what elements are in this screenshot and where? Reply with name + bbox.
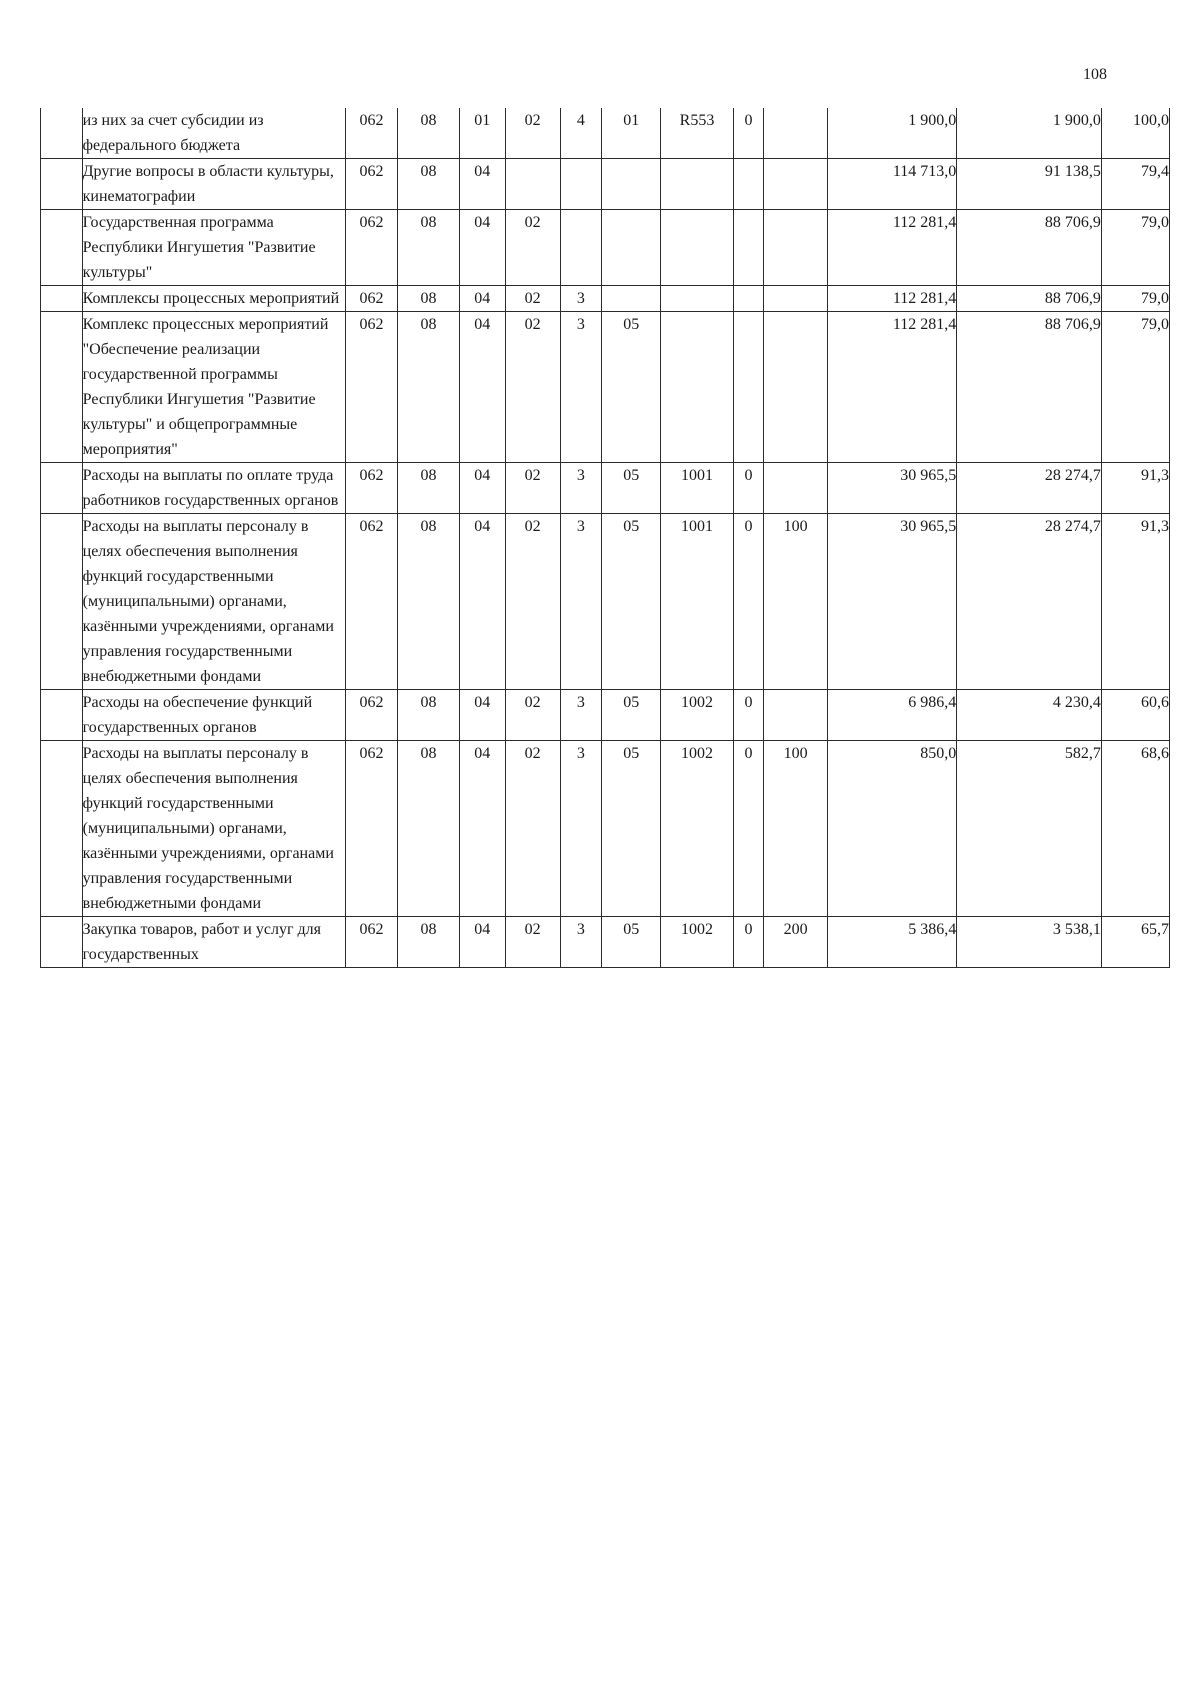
plan-amount-cell: 114 713,0: [827, 159, 956, 210]
code-type-cell: [560, 210, 602, 286]
code-ministry-cell: 062: [345, 312, 398, 463]
code-section-cell: 08: [398, 690, 459, 741]
code-complex-cell: [602, 210, 661, 286]
plan-amount-cell: 1 900,0: [827, 108, 956, 159]
fact-amount-cell: 582,7: [957, 741, 1102, 917]
fact-amount-cell: 88 706,9: [957, 312, 1102, 463]
table-row: [41, 690, 1170, 741]
code-type-cell: 3: [560, 514, 602, 690]
code-expense-type-cell: 200: [764, 917, 828, 968]
code-ministry-cell: 062: [345, 690, 398, 741]
code-subsection-cell: 04: [459, 312, 505, 463]
code-subsection-cell: 04: [459, 514, 505, 690]
table-row: [41, 286, 1170, 312]
code-program-cell: 02: [505, 690, 560, 741]
code-direction-cell: 1002: [661, 741, 733, 917]
code-expense-type-cell: [764, 108, 828, 159]
table-body: [41, 108, 1170, 968]
code-type-cell: 3: [560, 690, 602, 741]
code-type-cell: 3: [560, 917, 602, 968]
code-ministry-cell: 062: [345, 463, 398, 514]
code-expense-type-cell: 100: [764, 514, 828, 690]
code-ministry-cell: 062: [345, 108, 398, 159]
fact-amount-cell: 3 538,1: [957, 917, 1102, 968]
page-number: 108: [1083, 66, 1107, 83]
percent-cell: 91,3: [1101, 463, 1169, 514]
percent-cell: 79,0: [1101, 312, 1169, 463]
expense-name-cell: Комплексы процессных мероприятий: [82, 286, 345, 312]
code-direction-cell: R553: [661, 108, 733, 159]
code-complex-cell: 01: [602, 108, 661, 159]
row-margin-cell: [41, 917, 83, 968]
percent-cell: 65,7: [1101, 917, 1169, 968]
code-section-cell: 08: [398, 514, 459, 690]
code-section-cell: 08: [398, 463, 459, 514]
code-section-cell: 08: [398, 108, 459, 159]
code-expense-type-cell: [764, 286, 828, 312]
table-row: [41, 108, 1170, 159]
code-type-cell: 3: [560, 741, 602, 917]
code-suffix-cell: 0: [733, 514, 764, 690]
percent-cell: 100,0: [1101, 108, 1169, 159]
expense-name-cell: Расходы на обеспечение функций государственных органов: [82, 690, 345, 741]
table-row: [41, 210, 1170, 286]
code-subsection-cell: 04: [459, 159, 505, 210]
code-program-cell: 02: [505, 917, 560, 968]
percent-cell: 60,6: [1101, 690, 1169, 741]
code-ministry-cell: 062: [345, 917, 398, 968]
code-section-cell: 08: [398, 286, 459, 312]
code-type-cell: 3: [560, 463, 602, 514]
code-complex-cell: 05: [602, 917, 661, 968]
code-expense-type-cell: [764, 210, 828, 286]
code-direction-cell: [661, 159, 733, 210]
percent-cell: 79,0: [1101, 210, 1169, 286]
row-margin-cell: [41, 286, 83, 312]
code-program-cell: 02: [505, 514, 560, 690]
code-suffix-cell: 0: [733, 463, 764, 514]
code-section-cell: 08: [398, 159, 459, 210]
code-type-cell: 3: [560, 286, 602, 312]
row-margin-cell: [41, 463, 83, 514]
code-section-cell: 08: [398, 741, 459, 917]
code-direction-cell: [661, 286, 733, 312]
plan-amount-cell: 30 965,5: [827, 463, 956, 514]
code-section-cell: 08: [398, 210, 459, 286]
code-subsection-cell: 01: [459, 108, 505, 159]
row-margin-cell: [41, 159, 83, 210]
percent-cell: 68,6: [1101, 741, 1169, 917]
code-suffix-cell: [733, 286, 764, 312]
expense-name-cell: из них за счет субсидии из федерального бюджета: [82, 108, 345, 159]
table-row: [41, 917, 1170, 968]
plan-amount-cell: 112 281,4: [827, 312, 956, 463]
fact-amount-cell: 28 274,7: [957, 463, 1102, 514]
plan-amount-cell: 850,0: [827, 741, 956, 917]
code-type-cell: 3: [560, 312, 602, 463]
code-expense-type-cell: 100: [764, 741, 828, 917]
fact-amount-cell: 1 900,0: [957, 108, 1102, 159]
table-row: [41, 312, 1170, 463]
code-expense-type-cell: [764, 312, 828, 463]
code-suffix-cell: 0: [733, 690, 764, 741]
fact-amount-cell: 4 230,4: [957, 690, 1102, 741]
code-direction-cell: 1001: [661, 514, 733, 690]
code-program-cell: 02: [505, 312, 560, 463]
fact-amount-cell: 88 706,9: [957, 210, 1102, 286]
expense-name-cell: Расходы на выплаты по оплате труда работников государственных органов: [82, 463, 345, 514]
row-margin-cell: [41, 108, 83, 159]
code-program-cell: 02: [505, 108, 560, 159]
code-complex-cell: [602, 286, 661, 312]
code-type-cell: 4: [560, 108, 602, 159]
table-row: [41, 741, 1170, 917]
table-row: [41, 514, 1170, 690]
fact-amount-cell: 91 138,5: [957, 159, 1102, 210]
code-direction-cell: 1001: [661, 463, 733, 514]
expense-name-cell: Комплекс процессных мероприятий "Обеспечение реализации государственной программы Республики Ингушетия "Развитие культуры" и общепрограммные мероприятия": [82, 312, 345, 463]
code-complex-cell: 05: [602, 312, 661, 463]
code-section-cell: 08: [398, 312, 459, 463]
code-direction-cell: [661, 312, 733, 463]
code-program-cell: 02: [505, 463, 560, 514]
code-expense-type-cell: [764, 690, 828, 741]
plan-amount-cell: 6 986,4: [827, 690, 956, 741]
code-suffix-cell: [733, 312, 764, 463]
code-expense-type-cell: [764, 159, 828, 210]
plan-amount-cell: 112 281,4: [827, 210, 956, 286]
code-ministry-cell: 062: [345, 210, 398, 286]
row-margin-cell: [41, 741, 83, 917]
percent-cell: 91,3: [1101, 514, 1169, 690]
expense-name-cell: Расходы на выплаты персоналу в целях обеспечения выполнения функций государственными (муниципальными) органами, казёнными учреждениями, органами управления государственными внебюджетными фондами: [82, 741, 345, 917]
code-complex-cell: 05: [602, 463, 661, 514]
code-ministry-cell: 062: [345, 741, 398, 917]
row-margin-cell: [41, 514, 83, 690]
code-complex-cell: 05: [602, 514, 661, 690]
expense-name-cell: Расходы на выплаты персоналу в целях обеспечения выполнения функций государственными (муниципальными) органами, казёнными учреждениями, органами управления государственными внебюджетными фондами: [82, 514, 345, 690]
code-direction-cell: 1002: [661, 917, 733, 968]
row-margin-cell: [41, 690, 83, 741]
plan-amount-cell: 5 386,4: [827, 917, 956, 968]
plan-amount-cell: 30 965,5: [827, 514, 956, 690]
code-program-cell: 02: [505, 286, 560, 312]
code-subsection-cell: 04: [459, 741, 505, 917]
code-subsection-cell: 04: [459, 917, 505, 968]
code-suffix-cell: [733, 159, 764, 210]
code-program-cell: 02: [505, 741, 560, 917]
code-program-cell: 02: [505, 210, 560, 286]
code-direction-cell: 1002: [661, 690, 733, 741]
code-direction-cell: [661, 210, 733, 286]
table-row: [41, 159, 1170, 210]
budget-table: [40, 108, 1170, 968]
code-subsection-cell: 04: [459, 463, 505, 514]
fact-amount-cell: 88 706,9: [957, 286, 1102, 312]
code-program-cell: [505, 159, 560, 210]
code-suffix-cell: 0: [733, 108, 764, 159]
table-row: [41, 463, 1170, 514]
percent-cell: 79,0: [1101, 286, 1169, 312]
row-margin-cell: [41, 312, 83, 463]
code-suffix-cell: 0: [733, 917, 764, 968]
percent-cell: 79,4: [1101, 159, 1169, 210]
code-suffix-cell: [733, 210, 764, 286]
code-subsection-cell: 04: [459, 210, 505, 286]
expense-name-cell: Другие вопросы в области культуры, кинематографии: [82, 159, 345, 210]
code-type-cell: [560, 159, 602, 210]
row-margin-cell: [41, 210, 83, 286]
expense-name-cell: Закупка товаров, работ и услуг для государственных: [82, 917, 345, 968]
expense-name-cell: Государственная программа Республики Ингушетия "Развитие культуры": [82, 210, 345, 286]
fact-amount-cell: 28 274,7: [957, 514, 1102, 690]
code-section-cell: 08: [398, 917, 459, 968]
code-ministry-cell: 062: [345, 514, 398, 690]
code-subsection-cell: 04: [459, 690, 505, 741]
code-complex-cell: 05: [602, 741, 661, 917]
code-subsection-cell: 04: [459, 286, 505, 312]
code-expense-type-cell: [764, 463, 828, 514]
code-ministry-cell: 062: [345, 286, 398, 312]
code-complex-cell: [602, 159, 661, 210]
code-ministry-cell: 062: [345, 159, 398, 210]
code-suffix-cell: 0: [733, 741, 764, 917]
plan-amount-cell: 112 281,4: [827, 286, 956, 312]
code-complex-cell: 05: [602, 690, 661, 741]
